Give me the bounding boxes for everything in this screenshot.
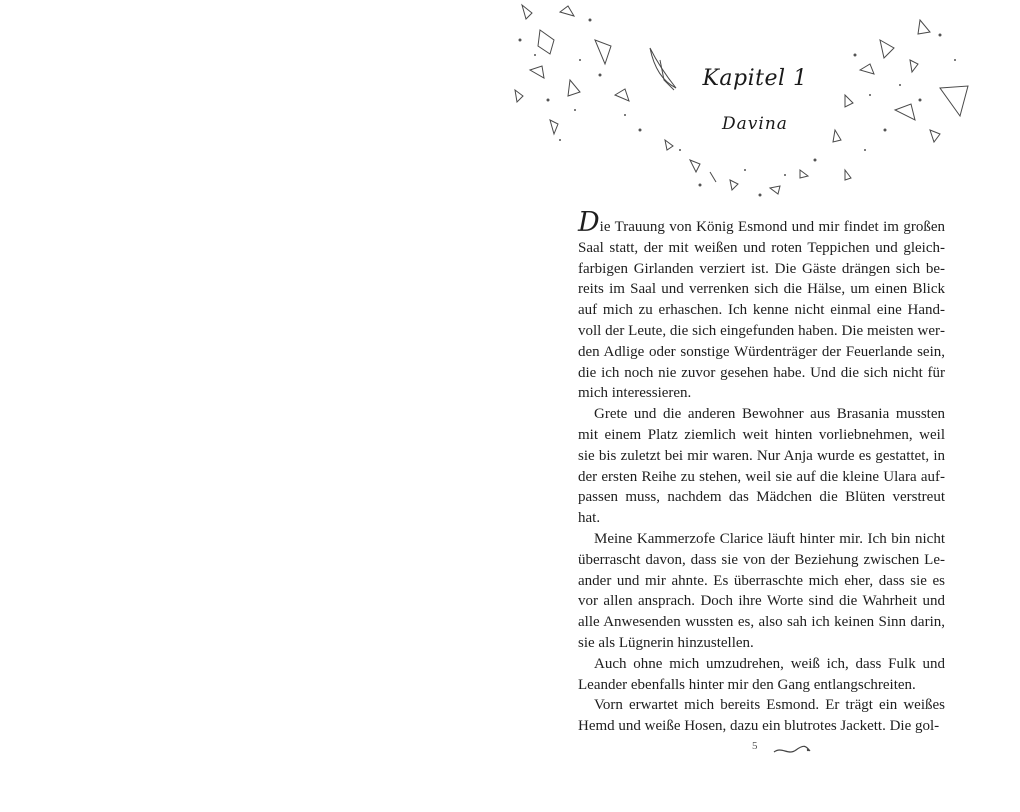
paragraph: Auch ohne mich umzudrehen, weiß ich, dass Fulk und Leander ebenfalls hinter mir den Gang entlangschreiten. xyxy=(578,655,945,693)
chapter-body-text xyxy=(578,207,945,737)
chapter-subtitle: Davina xyxy=(722,114,788,134)
page-number: 5 xyxy=(752,740,758,752)
paragraph: Grete und die anderen Bewohner aus Brasania mussten mit einem Platz ziemlich weit hinten vorliebnehmen, weil sie bis zuletzt bei mir waren. Nur Anja wurde es gestattet, in der ersten Reihe zu stehen, weil sie auf die kleine Ulara aufpassen muss, nachdem das Mädchen die Blüten verstreut hat. xyxy=(578,406,945,527)
drop-cap: D xyxy=(578,207,600,238)
paragraph: Vorn erwartet mich bereits Esmond. Er trägt ein weißes Hemd und weiße Hosen, dazu ein blutrotes Jackett. Die gol- xyxy=(578,697,945,735)
chapter-title: Kapitel 1 xyxy=(702,66,808,91)
paragraph-text: ie Trauung von König Esmond und mir findet im großen Saal statt, der mit weißen und roten Teppichen und gleichfarbigen Girlanden verziert ist. Die Gäste drängen sich bereits im Saal und verrenken sich die Hälse, um einen Blick auf mich zu erhaschen. Ich kenne nicht einmal eine Handvoll der Leute, die sich eingefunden haben. Die meisten werden Adlige oder sonstige Würdenträger der Feuerlande sein, die ich noch nie zuvor gesehen habe. Und die sich nicht für mich interessieren. xyxy=(578,219,945,402)
paragraph xyxy=(578,207,945,404)
shattered-glass-ornament-icon xyxy=(500,0,980,210)
swash-flourish-icon xyxy=(772,742,812,758)
paragraph: Meine Kammerzofe Clarice läuft hinter mir. Ich bin nicht überrascht davon, dass sie von der Beziehung zwischen Leander und mir ahnte. Es überraschte mich eher, dass sie es vor allen ansprach. Doch ihre Worte sind die Wahrheit und alle Anwesenden wussten es, also sah ich keinen Sinn darin, sie als Lügnerin hinzustellen. xyxy=(578,530,945,651)
